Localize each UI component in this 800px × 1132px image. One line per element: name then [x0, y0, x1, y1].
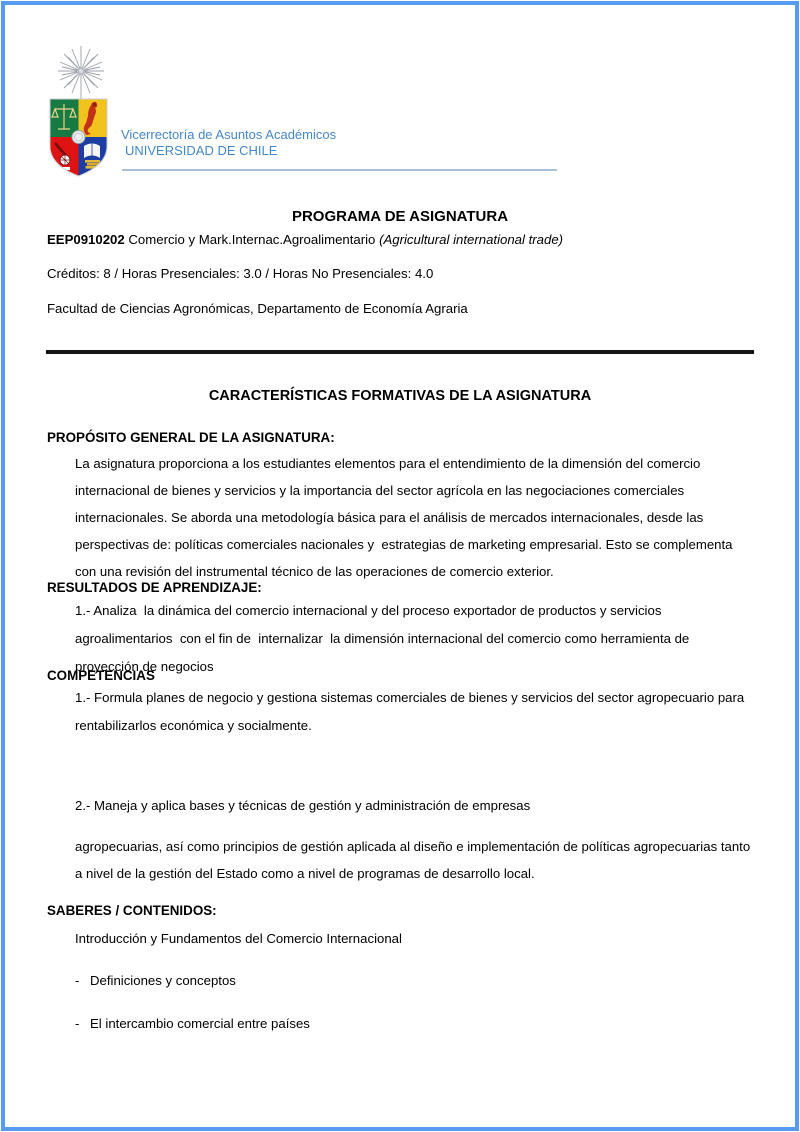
- resultados-heading: RESULTADOS DE APRENDIZAJE:: [47, 580, 262, 595]
- medallion-icon: [72, 131, 85, 144]
- course-name: Comercio y Mark.Internac.Agroalimentario: [124, 232, 380, 247]
- section-divider: [46, 350, 754, 354]
- universidad-de-chile-crest-icon: [48, 42, 110, 178]
- resultados-item: 1.- Analiza la dinámica del comercio internacional y del proceso exportador de productos y servicios agroalimentarios con el fin de internalizar la dimensión internacional del comercio como herramienta de proyección de negocios: [75, 603, 693, 674]
- org-header: [121, 127, 336, 159]
- saberes-intro: Introducción y Fundamentos del Comercio Internacional: [75, 931, 402, 946]
- org-university: UNIVERSIDAD DE CHILE: [125, 143, 278, 158]
- bullet-dash: -: [75, 973, 80, 988]
- credits-line: Créditos: 8 / Horas Presenciales: 3.0 / Horas No Presenciales: 4.0: [47, 266, 434, 281]
- bullet-text: El intercambio comercial entre países: [90, 1016, 310, 1031]
- list-item: [75, 971, 754, 991]
- header-divider: [122, 169, 557, 171]
- bullet-text: Definiciones y conceptos: [90, 973, 236, 988]
- course-line: [47, 232, 563, 247]
- org-unit: Vicerrectoría de Asuntos Académicos: [121, 127, 337, 142]
- proposito-heading: PROPÓSITO GENERAL DE LA ASIGNATURA:: [47, 430, 335, 445]
- list-item: [75, 1014, 754, 1034]
- course-name-english: (Agricultural international trade): [379, 232, 564, 247]
- proposito-body: La asignatura proporciona a los estudiantes elementos para el entendimiento de la dimensión del comercio internacional de bienes y servicios y la importancia del sector agrícola en las negociaciones comerciales internacionales. Se aborda una metodología básica para el análisis de mercados internacionales, desde las perspectivas de: políticas comerciales nacionales y estrategias de marketing empresarial. Esto se complementa con una revisión del instrumental técnico de las operaciones de comercio exterior.: [75, 456, 737, 579]
- competencia-item-2-intro: 2.- Maneja y aplica bases y técnicas de gestión y administración de empresas: [75, 798, 531, 813]
- competencia-item-2-body: agropecuarias, así como principios de gestión aplicada al diseño e implementación de políticas agropecuarias tanto a nivel de la gestión del Estado como a nivel de programas de desarrollo local.: [75, 839, 754, 881]
- competencias-heading: COMPETENCIAS: [47, 668, 155, 683]
- section-title: CARACTERÍSTICAS FORMATIVAS DE LA ASIGNATURA: [208, 388, 592, 404]
- page-title: PROGRAMA DE ASIGNATURA: [291, 208, 509, 225]
- saberes-heading: SABERES / CONTENIDOS:: [47, 903, 217, 918]
- bullet-dash: -: [75, 1016, 80, 1031]
- faculty-line: Facultad de Ciencias Agronómicas, Departamento de Economía Agraria: [47, 301, 468, 316]
- course-code: EEP0910202: [47, 232, 125, 247]
- competencia-item-1: 1.- Formula planes de negocio y gestiona sistemas comerciales de bienes y servicios del sector agropecuario para rentabilizarlos económica y socialmente.: [75, 690, 748, 733]
